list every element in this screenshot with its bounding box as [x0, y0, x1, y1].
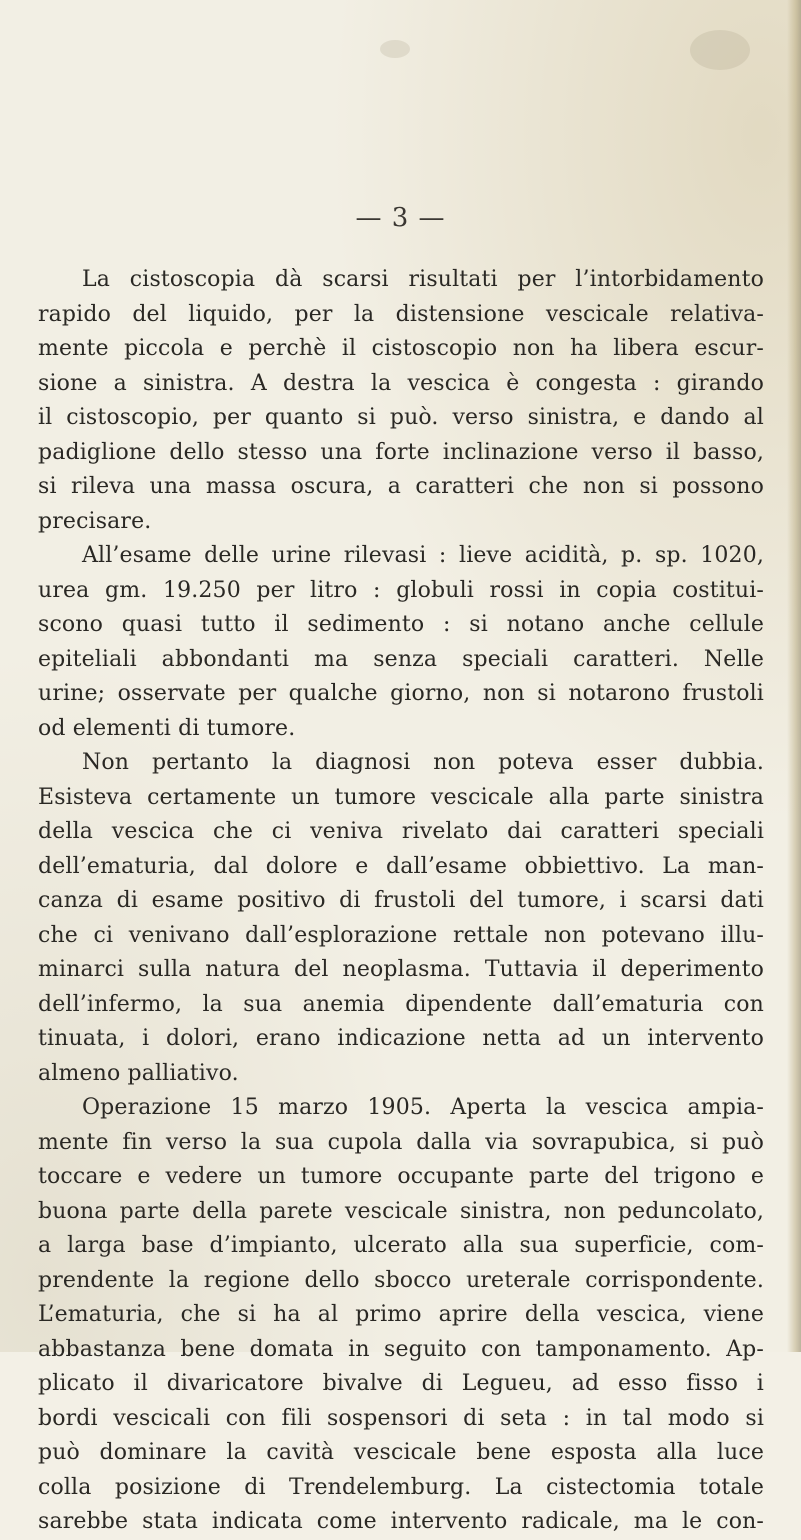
- text-line: Non pertanto la diagnosi non poteva esser dubbia.: [82, 750, 764, 775]
- text-line: La cistoscopia dà scarsi risultati per l’intorbidamento: [82, 267, 764, 292]
- text-line: buona parte della parete vescicale sinistra, non peduncolato,: [38, 1198, 764, 1224]
- text-line: epiteliali abbondanti ma senza speciali caratteri. Nelle: [38, 646, 764, 672]
- text-line: abbastanza bene domata in seguito con tamponamento. Ap-: [38, 1336, 764, 1362]
- page-number: — 3 —: [355, 203, 446, 233]
- text-line: almeno palliativo.: [38, 1060, 239, 1086]
- text-line: sione a sinistra. A destra la vescica è congesta : girando: [38, 370, 764, 396]
- text-line: tinuata, i dolori, erano indicazione netta ad un intervento: [38, 1026, 764, 1051]
- body-text: [38, 263, 764, 1540]
- text-line: od elementi di tumore.: [38, 715, 296, 741]
- text-line: a larga base d’impianto, ulcerato alla sua superficie, com-: [38, 1233, 764, 1258]
- text-line: si rileva una massa oscura, a caratteri che non si possono: [38, 474, 764, 499]
- text-line: mente fin verso la sua cupola dalla via sovrapubica, si può: [38, 1129, 764, 1155]
- text-line: mente piccola e perchè il cistoscopio non ha libera escur-: [38, 336, 764, 361]
- text-line: prendente la regione dello sbocco ureterale corrispondente.: [38, 1267, 764, 1293]
- text-line: sarebbe stata indicata come intervento radicale, ma le con-: [38, 1509, 764, 1534]
- text-line: plicato il divaricatore bivalve di Legueu, ad esso fisso i: [38, 1371, 764, 1396]
- paper-stain: [690, 30, 750, 70]
- text-line: L’ematuria, che si ha al primo aprire della vescica, viene: [38, 1302, 764, 1327]
- text-line: dell’ematuria, dal dolore e dall’esame obbiettivo. La man-: [38, 853, 764, 879]
- text-line: che ci venivano dall’esplorazione rettale non potevano illu-: [38, 922, 764, 948]
- text-line: precisare.: [38, 508, 152, 534]
- text-line: urine; osservate per qualche giorno, non si notarono frustoli: [38, 681, 764, 706]
- text-line: rapido del liquido, per la distensione vescicale relativa-: [38, 301, 764, 327]
- text-line: urea gm. 19.250 per litro : globuli rossi in copia costitui-: [38, 577, 764, 603]
- text-line: bordi vescicali con fili sospensori di seta : in tal modo si: [38, 1405, 764, 1431]
- text-line: scono quasi tutto il sedimento : si notano anche cellule: [38, 612, 764, 637]
- text-line: padiglione dello stesso una forte inclinazione verso il basso,: [38, 439, 764, 465]
- text-line: Esisteva certamente un tumore vescicale alla parte sinistra: [38, 784, 764, 810]
- text-line: toccare e vedere un tumore occupante parte del trigono e: [38, 1164, 764, 1189]
- text-line: All’esame delle urine rilevasi : lieve acidità, p. sp. 1020,: [82, 543, 764, 568]
- paper-stain: [380, 40, 410, 58]
- text-line: il cistoscopio, per quanto si può. verso sinistra, e dando al: [38, 405, 764, 430]
- text-line: può dominare la cavità vescicale bene esposta alla luce: [38, 1440, 764, 1465]
- text-line: Operazione 15 marzo 1905. Aperta la vescica ampia-: [82, 1095, 764, 1120]
- text-line: minarci sulla natura del neoplasma. Tuttavia il deperimento: [38, 957, 764, 982]
- text-line: colla posizione di Trendelemburg. La cistectomia totale: [38, 1474, 764, 1500]
- text-line: dell’infermo, la sua anemia dipendente dall’ematuria con: [38, 991, 764, 1017]
- text-line: canza di esame positivo di frustoli del tumore, i scarsi dati: [38, 888, 764, 913]
- text-line: della vescica che ci veniva rivelato dai caratteri speciali: [38, 819, 764, 844]
